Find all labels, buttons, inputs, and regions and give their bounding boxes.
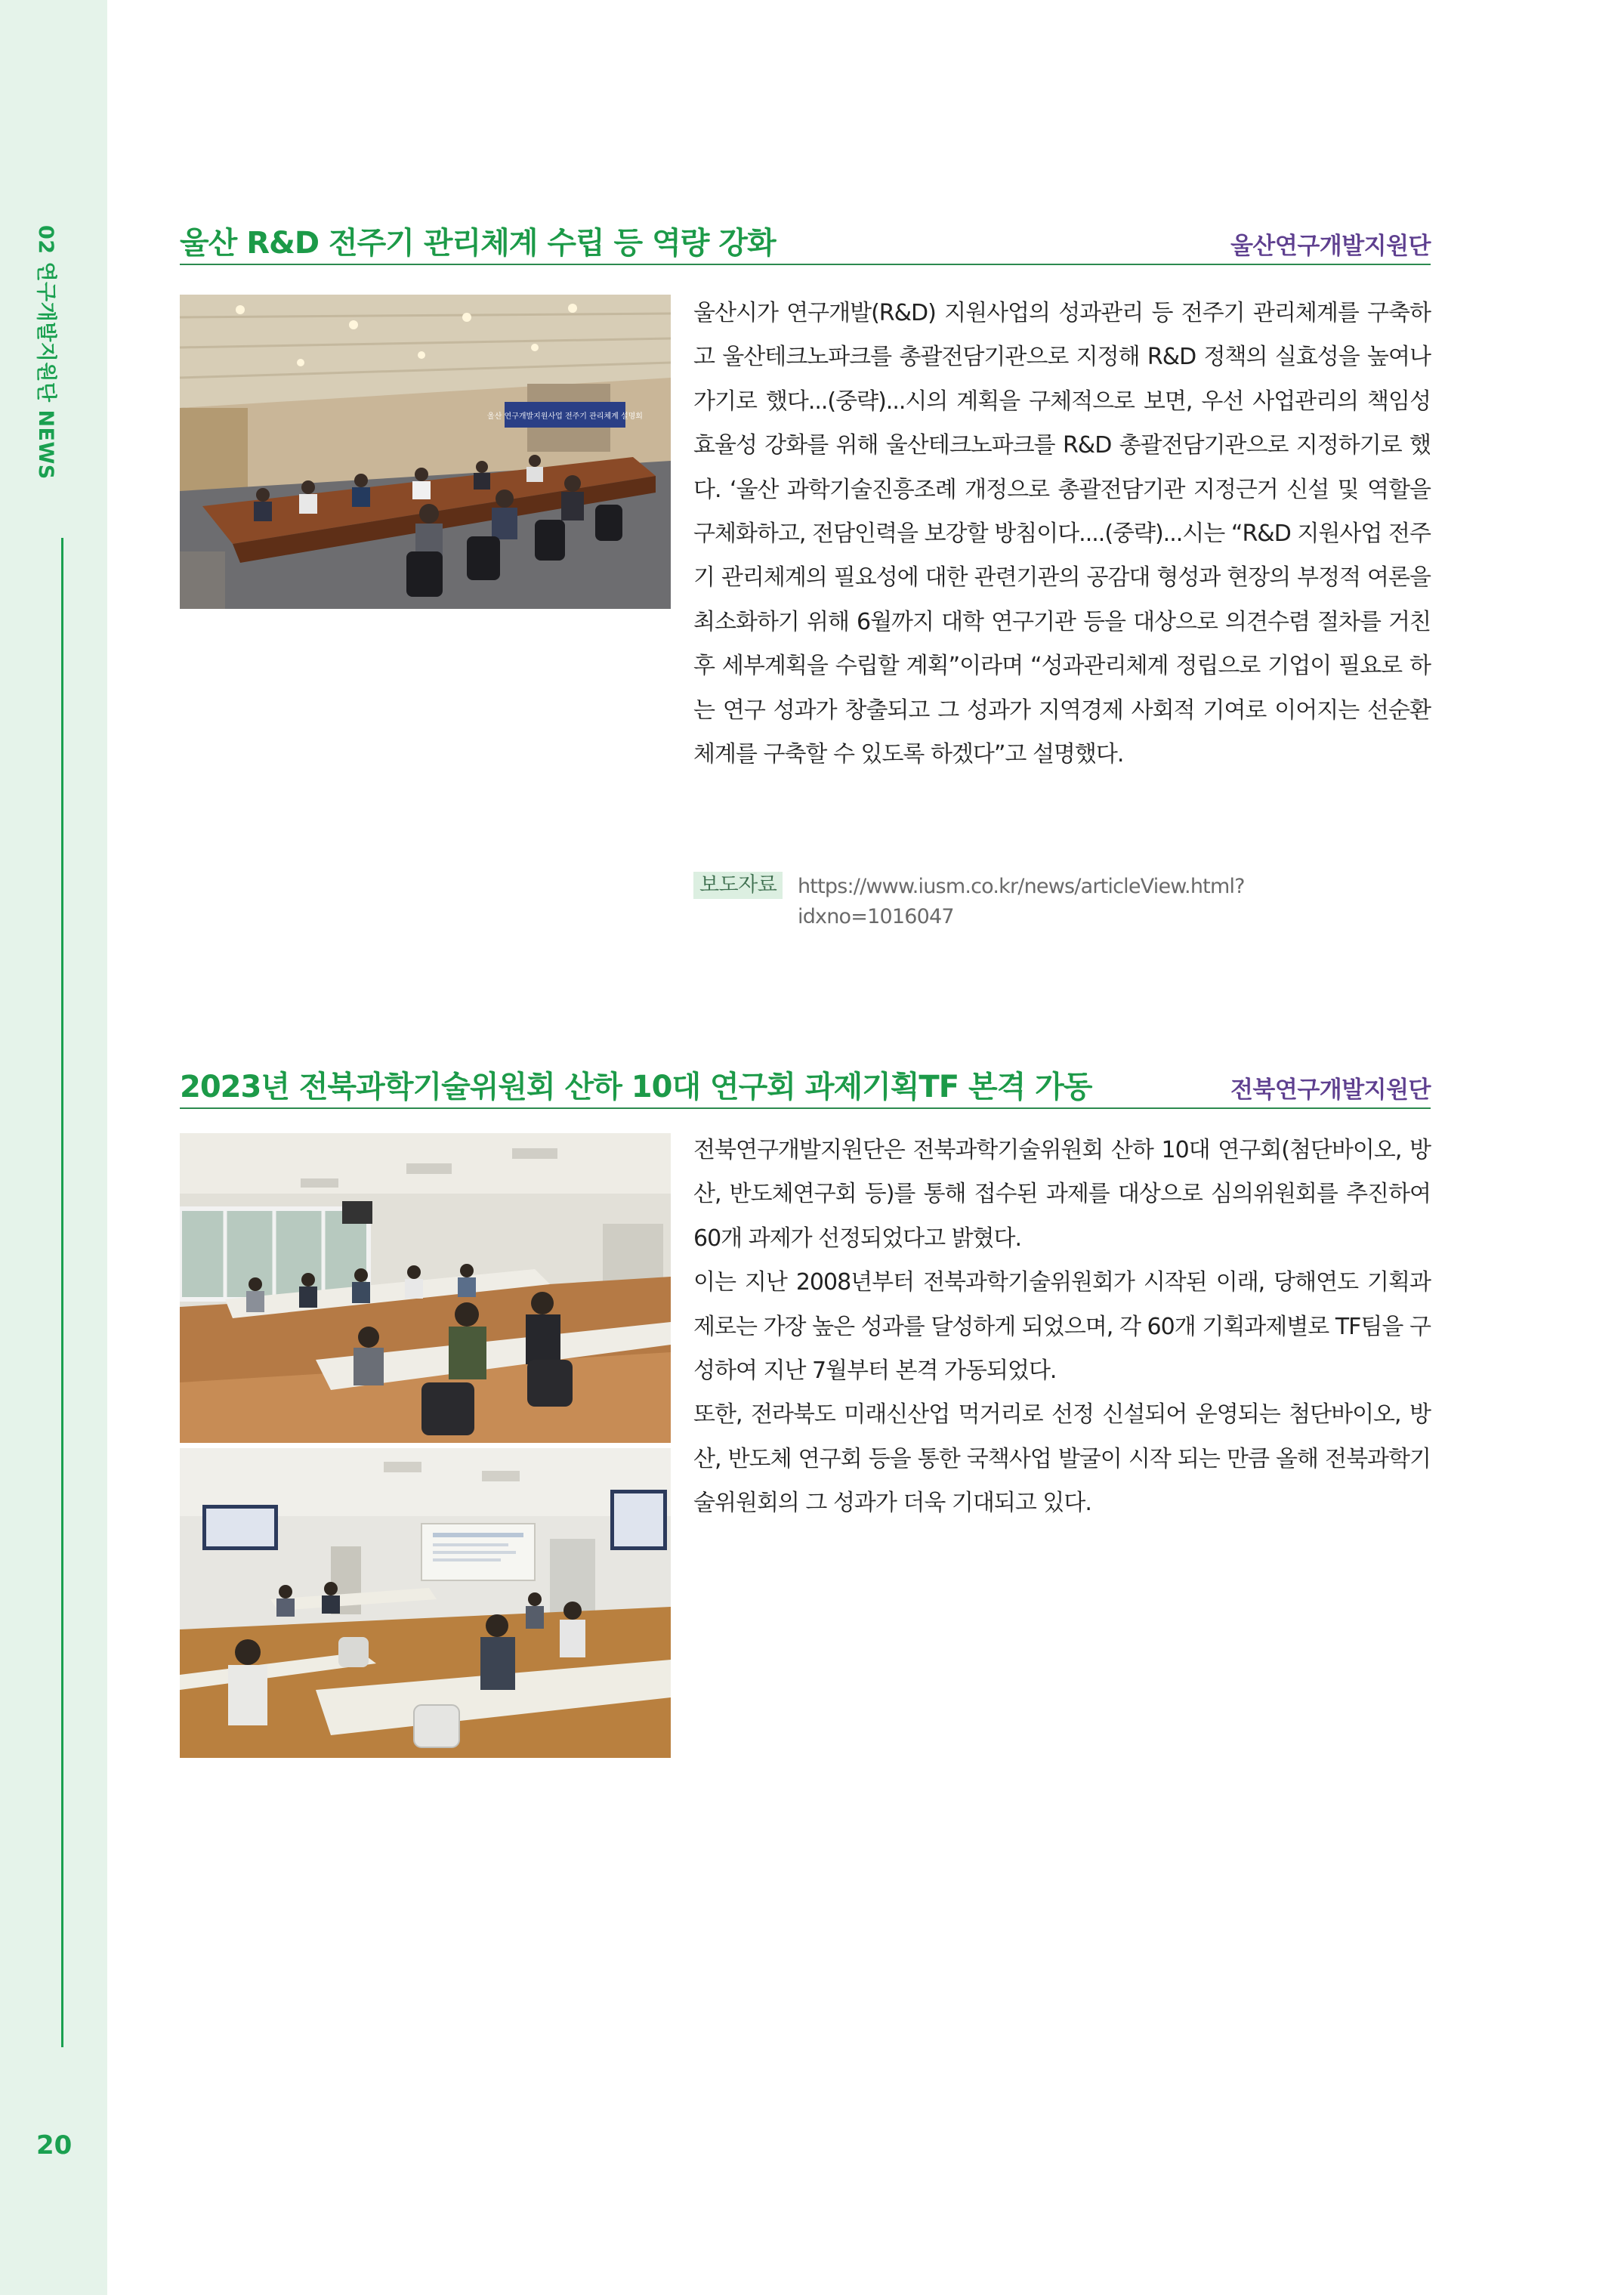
article-jeonbuk [180,1063,1431,1765]
article-paragraph: 또한, 전라북도 미래신산업 먹거리로 선정 신설되어 운영되는 첨단바이오, 방산, 반도체 연구회 등을 통한 국책사업 발굴이 시작 되는 만큼 올해 전북과학기술위원회의 그 성과가 더욱 기대되고 있다. [693,1401,1431,1517]
title-divider [180,264,1431,265]
article-paragraph: 울산시가 연구개발(R&D) 지원사업의 성과관리 등 전주기 관리체계를 구축하고 울산테크노파크를 총괄전담기관으로 지정해 R&D 정책의 실효성을 높여나가기로 했다...(중략)...시의 계획을 구체적으로 보면, 우선 사업관리의 책임성 효율성 강화를 위해 울산테크노파크를 R&D 총괄전담기관으로 지정하기로 했다. ‘울산 과학기술진흥조례 개정으로 총괄전담기관 지정근거 신설 및 역할을 구체화하고, 전담인력을 보강할 방침이다....(중략)...시는 “R&D 지원사업 전주기 관리체계의 필요성에 대한 관련기관의 공감대 형성과 현장의 부정적 여론을 최소화하기 위해 6월까지 대학 연구기관 등을 대상으로 의견수렴 절차를 거친 후 세부계획을 수립할 계획”이라며 “성과관리체계 정립으로 기업이 필요로 하는 연구 성과가 창출되고 그 성과가 지역경제 사회적 기여로 이어지는 선순환 체계를 구축할 수 있도록 하겠다”고 설명했다. [693,300,1431,768]
source-link[interactable]: https://www.iusm.co.kr/news/articleView.html?idxno=1016047 [798,875,1245,928]
article-title: 2023년 전북과학기술위원회 산하 10대 연구회 과제기획TF 본격 가동 [180,1070,1092,1104]
sidebar-divider [61,538,63,2047]
article-body [693,292,1431,777]
meeting-photo [180,295,671,609]
article-ulsan [180,219,1431,944]
article-paragraph: 전북연구개발지원단은 전북과학기술위원회 산하 10대 연구회(첨단바이오, 방산, 반도체연구회 등)를 통해 접수된 과제를 대상으로 심의위원회를 추진하여 60개 과제가 선정되었다고 밝혔다. [693,1137,1431,1252]
article-organization: 울산연구개발지원단 [1230,233,1431,260]
meeting-photo-2 [180,1448,671,1758]
article-title: 울산 R&D 전주기 관리체계 수립 등 역량 강화 [180,226,776,261]
section-label: 02 연구개발지원단 NEWS [34,225,57,480]
source-label: 보도자료 [693,872,783,899]
meeting-banner-text: 울산 연구개발지원사업 전주기 관리체계 설명회 [487,412,643,421]
page-number: 20 [36,2130,73,2161]
article-organization: 전북연구개발지원단 [1230,1076,1431,1104]
meeting-photo-1 [180,1133,671,1443]
title-divider [180,1107,1431,1109]
article-paragraph: 이는 지난 2008년부터 전북과학기술위원회가 시작된 이래, 당해연도 기획과제로는 가장 높은 성과를 달성하게 되었으며, 각 60개 기획과제별로 TF팀을 구성하여 지난 7월부터 본격 가동되었다. [693,1269,1431,1385]
article-body [693,1129,1431,1526]
